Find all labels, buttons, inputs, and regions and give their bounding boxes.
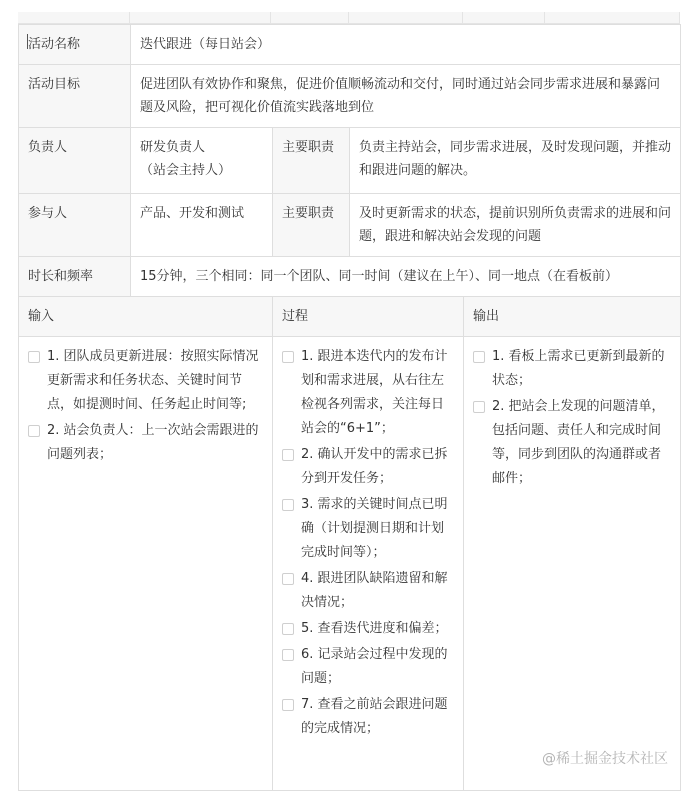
checkbox[interactable] [282,499,294,511]
input-checklist [28,345,263,467]
activity-table [18,24,681,791]
checkbox[interactable] [28,425,40,437]
input-cell [19,337,273,791]
watermark: @稀土掘金技术社区 [542,751,668,767]
table-row [19,337,681,791]
output-checklist [473,345,671,491]
checkbox[interactable] [282,351,294,363]
table-row [19,257,681,297]
checklist-item [282,443,454,491]
duration-value[interactable]: 15分钟，三个相同：同一个团队、同一时间（建议在上午）、同一地点（在看板前） [131,257,681,297]
input-header[interactable]: 输入 [19,297,273,337]
checklist-item-text: 2. 站会负责人：上一次站会需跟进的问题列表； [47,423,259,462]
checkbox[interactable] [282,699,294,711]
table-row [19,297,681,337]
output-header[interactable]: 输出 [464,297,681,337]
column-header-cell[interactable] [463,12,545,24]
checklist-item [282,493,454,565]
activity-goal-value[interactable]: 促进团队有效协作和聚焦，促进价值顺畅流动和交付，同时通过站会同步需求进展和暴露问题及风险，把可视化价值流实践落地到位 [131,65,681,128]
document-table-area [18,12,680,780]
checklist-item [282,617,454,641]
checklist-item [282,693,454,741]
participants-label[interactable]: 参与人 [19,194,131,257]
checkbox[interactable] [282,449,294,461]
column-header-cell[interactable] [18,12,130,24]
owner-duty-label[interactable]: 主要职责 [273,128,350,194]
checklist-item [282,567,454,615]
checklist-item-text: 1. 看板上需求已更新到最新的状态； [492,349,665,388]
participants-value[interactable]: 产品、开发和测试 [131,194,273,257]
checklist-item-text: 7. 查看之前站会跟进问题的完成情况； [301,697,448,736]
participants-duty-label[interactable]: 主要职责 [273,194,350,257]
activity-name-label[interactable]: 活动名称 [19,25,131,65]
column-header-strip [18,12,680,24]
activity-goal-label[interactable]: 活动目标 [19,65,131,128]
owner-duty-value[interactable]: 负责主持站会，同步需求进展，及时发现问题，并推动和跟进问题的解决。 [350,128,681,194]
checklist-item-text: 2. 把站会上发现的问题清单，包括问题、责任人和完成时间等，同步到团队的沟通群或者邮件； [492,399,665,486]
checklist-item [473,395,671,491]
participants-duty-value[interactable]: 及时更新需求的状态，提前识别所负责需求的进展和问题，跟进和解决站会发现的问题 [350,194,681,257]
checkbox[interactable] [282,573,294,585]
table-row [19,25,681,65]
column-header-cell[interactable] [130,12,271,24]
table-row [19,194,681,257]
process-checklist [282,345,454,741]
owner-role-cell[interactable] [131,128,273,194]
checkbox[interactable] [282,649,294,661]
table-row [19,128,681,194]
checklist-item [28,345,263,417]
checklist-item-text: 4. 跟进团队缺陷遗留和解决情况； [301,571,448,610]
checkbox[interactable] [282,623,294,635]
checklist-item-text: 6. 记录站会过程中发现的问题； [301,647,448,686]
checklist-item-text: 1. 跟进本迭代内的发布计划和需求进展，从右往左检视各列需求，关注每日站会的“6+1”； [301,349,448,436]
owner-label[interactable]: 负责人 [19,128,131,194]
owner-role-note: （站会主持人） [140,163,232,178]
checklist-item-text: 1. 团队成员更新进展：按照实际情况更新需求和任务状态、关键时间节点，如提测时间、任务起止时间等; [47,349,259,412]
column-header-cell[interactable] [349,12,463,24]
checklist-item-text: 3. 需求的关键时间点已明确（计划提测日期和计划完成时间等）； [301,497,448,560]
column-header-cell[interactable] [545,12,680,24]
checklist-item-text: 2. 确认开发中的需求已拆分到开发任务； [301,447,448,486]
checklist-item [473,345,671,393]
text-cursor [27,34,28,49]
process-header[interactable]: 过程 [273,297,464,337]
checkbox[interactable] [28,351,40,363]
column-header-cell[interactable] [271,12,349,24]
process-cell [273,337,464,791]
checklist-item [28,419,263,467]
checklist-item-text: 5. 查看迭代进度和偏差； [301,621,448,636]
activity-name-value[interactable]: 迭代跟进（每日站会） [131,25,681,65]
table-row [19,65,681,128]
checklist-item [282,345,454,441]
checklist-item [282,643,454,691]
duration-label[interactable]: 时长和频率 [19,257,131,297]
checkbox[interactable] [473,401,485,413]
owner-role: 研发负责人 [140,140,206,155]
checkbox[interactable] [473,351,485,363]
output-cell [464,337,681,791]
